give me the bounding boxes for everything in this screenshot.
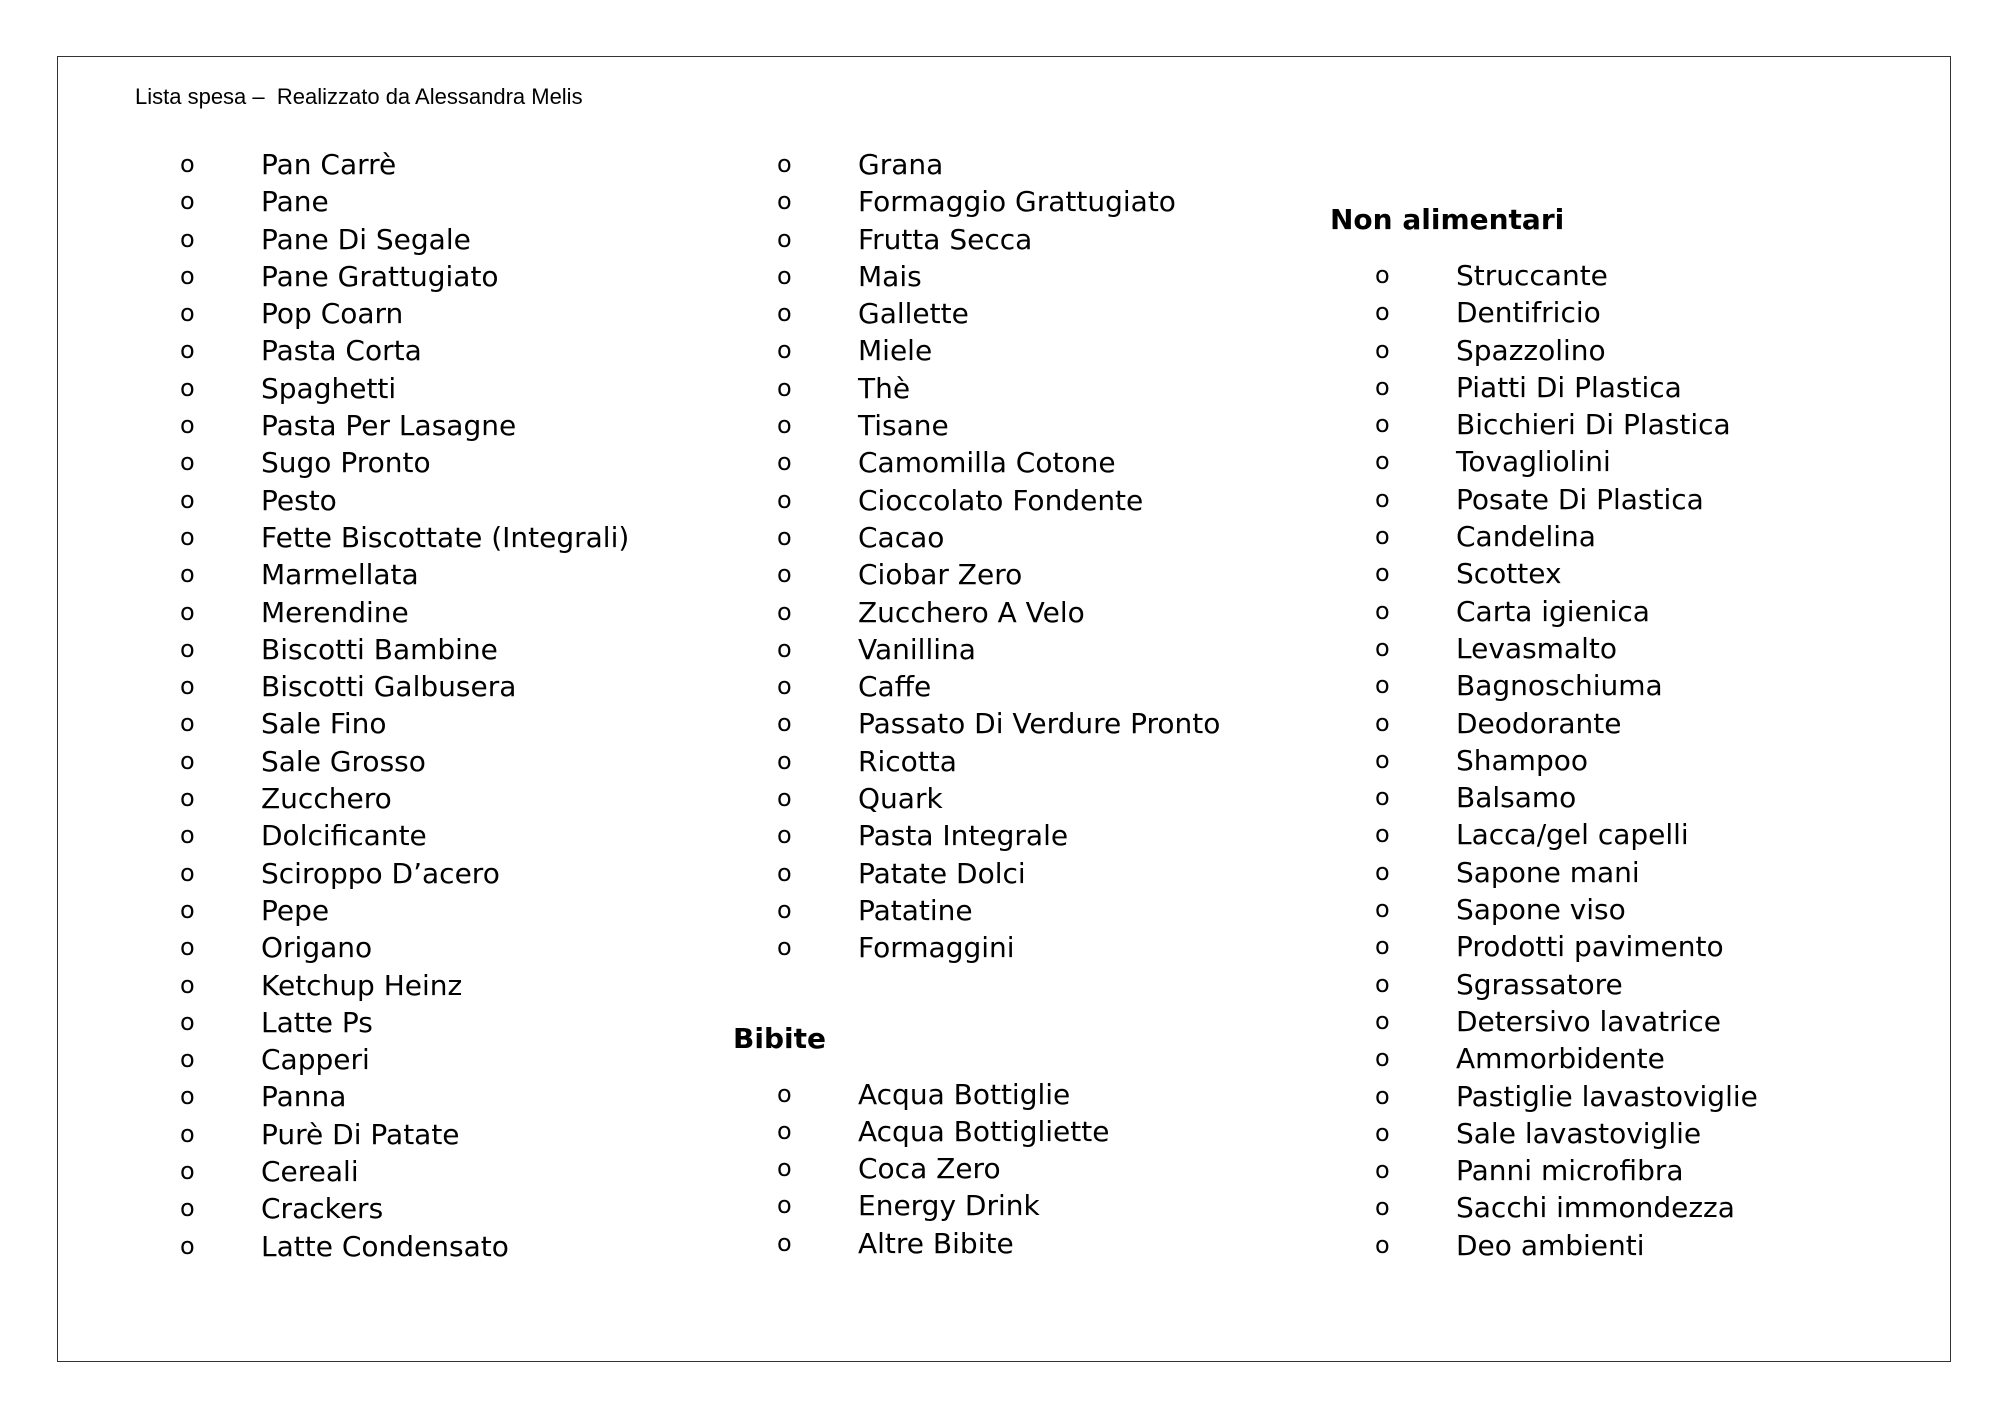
circle-bullet-icon: o [1375, 932, 1390, 961]
list-item [175, 1228, 629, 1265]
list-item-text: Latte Condensato [261, 1229, 509, 1263]
list-item [1370, 630, 1758, 667]
list-item-text: Deodorante [1456, 706, 1622, 740]
circle-bullet-icon: o [777, 1079, 792, 1108]
circle-bullet-icon: o [1375, 969, 1390, 998]
list-item-text: Zucchero [261, 782, 392, 816]
list-item-text: Carta igienica [1456, 594, 1650, 628]
circle-bullet-icon: o [180, 261, 195, 290]
list-item-text: Detersivo lavatrice [1456, 1004, 1722, 1038]
list-item-text: Merendine [261, 595, 409, 629]
list-item-text: Sapone viso [1456, 893, 1626, 927]
list-item-text: Pasta Corta [261, 334, 422, 368]
list-item-text: Tovagliolini [1456, 445, 1611, 479]
circle-bullet-icon: o [180, 1157, 195, 1186]
list-item [175, 1078, 629, 1115]
list-item-text: Zucchero A Velo [858, 595, 1085, 629]
circle-bullet-icon: o [777, 1154, 792, 1183]
list-item [772, 183, 1220, 220]
circle-bullet-icon: o [1375, 410, 1390, 439]
list-item [1370, 369, 1758, 406]
list-item-text: Cacao [858, 520, 945, 554]
column-non-food [1330, 146, 1758, 1264]
list-item-text: Piatti Di Plastica [1456, 370, 1682, 404]
bibite-list [772, 1076, 1220, 1262]
list-item-text: Bicchieri Di Plastica [1456, 408, 1731, 442]
list-item [175, 668, 629, 705]
circle-bullet-icon: o [1375, 261, 1390, 289]
circle-bullet-icon: o [777, 821, 792, 850]
list-item [1370, 1115, 1758, 1152]
circle-bullet-icon: o [777, 746, 792, 775]
circle-bullet-icon: o [180, 1231, 195, 1260]
list-item-text: Pasta Per Lasagne [261, 409, 517, 443]
circle-bullet-icon: o [777, 187, 792, 216]
list-item [175, 1004, 629, 1041]
circle-bullet-icon: o [1375, 857, 1390, 886]
list-item-text: Shampoo [1456, 743, 1588, 777]
list-item [1370, 816, 1758, 853]
list-item-text: Posate Di Plastica [1456, 482, 1704, 516]
list-item-text: Pane Grattugiato [261, 259, 499, 293]
circle-bullet-icon: o [777, 261, 792, 290]
list-item-text: Capperi [261, 1043, 370, 1077]
list-item [175, 407, 629, 444]
list-item [175, 1153, 629, 1190]
list-item [772, 295, 1220, 332]
list-item-text: Frutta Secca [858, 222, 1033, 256]
circle-bullet-icon: o [777, 560, 792, 589]
circle-bullet-icon: o [180, 411, 195, 440]
non-alimentari-list [1370, 257, 1758, 1264]
list-item [175, 370, 629, 407]
list-item [175, 482, 629, 519]
list-item [772, 743, 1220, 780]
circle-bullet-icon: o [777, 1116, 792, 1145]
circle-bullet-icon: o [777, 448, 792, 477]
list-item-text: Grana [858, 148, 944, 181]
list-item-text: Gallette [858, 297, 969, 331]
list-item-text: Cioccolato Fondente [858, 483, 1144, 517]
circle-bullet-icon: o [180, 746, 195, 775]
list-item-text: Ketchup Heinz [261, 968, 463, 1002]
list-item-text: Patatine [858, 893, 973, 927]
list-item-text: Formaggini [858, 931, 1015, 965]
list-item-text: Scottex [1456, 557, 1562, 591]
list-item [772, 1076, 1220, 1113]
circle-bullet-icon: o [777, 634, 792, 663]
list-item-text: Passato Di Verdure Pronto [858, 707, 1221, 741]
list-item [175, 258, 629, 295]
circle-bullet-icon: o [777, 672, 792, 701]
list-item-text: Panni microfibra [1456, 1154, 1684, 1188]
list-item-text: Candelina [1456, 520, 1596, 554]
list-item [772, 892, 1220, 929]
list-item-text: Biscotti Bambine [261, 632, 498, 666]
circle-bullet-icon: o [180, 485, 195, 514]
list-item-text: Balsamo [1456, 781, 1577, 815]
list-item-text: Struccante [1456, 259, 1608, 292]
list-item [175, 444, 629, 481]
list-item [1370, 406, 1758, 443]
list-item [175, 967, 629, 1004]
list-item [1370, 779, 1758, 816]
circle-bullet-icon: o [777, 709, 792, 738]
column-food-1 [175, 146, 629, 1265]
circle-bullet-icon: o [1375, 1193, 1390, 1222]
list-item [1370, 1040, 1758, 1077]
circle-bullet-icon: o [1375, 298, 1390, 327]
list-item [772, 519, 1220, 556]
section-title-non-alimentari: Non alimentari [1330, 203, 1565, 236]
list-item [1370, 667, 1758, 704]
circle-bullet-icon: o [1375, 783, 1390, 812]
circle-bullet-icon: o [180, 224, 195, 253]
list-item [175, 780, 629, 817]
circle-bullet-icon: o [180, 1194, 195, 1223]
list-item-text: Origano [261, 931, 373, 965]
list-item [772, 258, 1220, 295]
list-item [175, 855, 629, 892]
circle-bullet-icon: o [777, 336, 792, 365]
list-item [772, 482, 1220, 519]
food-list-2 [772, 146, 1220, 967]
list-item [1370, 332, 1758, 369]
circle-bullet-icon: o [1375, 1044, 1390, 1073]
circle-bullet-icon: o [180, 1082, 195, 1111]
list-item [175, 743, 629, 780]
circle-bullet-icon: o [180, 1119, 195, 1148]
list-item-text: Crackers [261, 1192, 384, 1226]
list-item [1370, 742, 1758, 779]
list-item [1370, 294, 1758, 331]
list-item-text: Lacca/gel capelli [1456, 818, 1689, 852]
circle-bullet-icon: o [1375, 484, 1390, 513]
circle-bullet-icon: o [1375, 745, 1390, 774]
list-item [772, 332, 1220, 369]
circle-bullet-icon: o [777, 150, 792, 178]
circle-bullet-icon: o [777, 895, 792, 924]
circle-bullet-icon: o [180, 522, 195, 551]
circle-bullet-icon: o [180, 373, 195, 402]
circle-bullet-icon: o [1375, 1081, 1390, 1110]
circle-bullet-icon: o [180, 970, 195, 999]
list-item [1370, 705, 1758, 742]
list-item [175, 295, 629, 332]
circle-bullet-icon: o [777, 522, 792, 551]
circle-bullet-icon: o [777, 411, 792, 440]
circle-bullet-icon: o [180, 895, 195, 924]
list-item [772, 855, 1220, 892]
list-item [1370, 928, 1758, 965]
list-item-text: Deo ambienti [1456, 1228, 1645, 1262]
list-item [772, 929, 1220, 966]
list-item-text: Ciobar Zero [858, 558, 1023, 592]
list-item-text: Sale Fino [261, 707, 387, 741]
list-item-text: Biscotti Galbusera [261, 670, 517, 704]
list-item-text: Sale lavastoviglie [1456, 1116, 1702, 1150]
column-food-2 [733, 146, 1221, 1262]
list-item-text: Sugo Pronto [261, 446, 431, 480]
list-item [772, 556, 1220, 593]
circle-bullet-icon: o [180, 448, 195, 477]
list-item-text: Patate Dolci [858, 856, 1026, 890]
list-item [175, 556, 629, 593]
list-item-text: Sacchi immondezza [1456, 1191, 1735, 1225]
circle-bullet-icon: o [1375, 1156, 1390, 1185]
list-item [175, 631, 629, 668]
circle-bullet-icon: o [180, 709, 195, 738]
list-item-text: Pesto [261, 483, 337, 517]
list-item [1370, 1078, 1758, 1115]
list-item-text: Pepe [261, 893, 330, 927]
circle-bullet-icon: o [180, 336, 195, 365]
circle-bullet-icon: o [1375, 372, 1390, 401]
circle-bullet-icon: o [1375, 522, 1390, 551]
list-item-text: Acqua Bottigliette [858, 1114, 1110, 1148]
list-item [175, 519, 629, 556]
list-item [1370, 518, 1758, 555]
list-item-text: Pan Carrè [261, 148, 397, 181]
list-item-text: Formaggio Grattugiato [858, 185, 1176, 219]
list-item [772, 146, 1220, 183]
list-item-text: Pane Di Segale [261, 222, 471, 256]
list-item-text: Pastiglie lavastoviglie [1456, 1079, 1758, 1113]
circle-bullet-icon: o [777, 224, 792, 253]
list-item [175, 1116, 629, 1153]
list-item [772, 705, 1220, 742]
list-item [1370, 593, 1758, 630]
list-item [1370, 481, 1758, 518]
list-item-text: Ammorbidente [1456, 1042, 1665, 1076]
list-item-text: Acqua Bottiglie [858, 1077, 1071, 1111]
list-item-text: Thè [858, 371, 911, 405]
list-item-text: Altre Bibite [858, 1226, 1014, 1260]
list-item-text: Spazzolino [1456, 333, 1606, 367]
circle-bullet-icon: o [1375, 1230, 1390, 1259]
list-item [772, 594, 1220, 631]
list-item [772, 780, 1220, 817]
food-list-1 [175, 146, 629, 1265]
list-item [772, 221, 1220, 258]
list-item [772, 1150, 1220, 1187]
list-item [772, 407, 1220, 444]
list-item-text: Panna [261, 1080, 347, 1114]
list-item-text: Sapone mani [1456, 855, 1640, 889]
section-title-bibite: Bibite [733, 1021, 826, 1055]
list-item [175, 817, 629, 854]
circle-bullet-icon: o [777, 858, 792, 887]
list-item-text: Prodotti pavimento [1456, 930, 1724, 964]
circle-bullet-icon: o [180, 597, 195, 626]
list-item-text: Pasta Integrale [858, 819, 1069, 853]
list-item [1370, 1003, 1758, 1040]
circle-bullet-icon: o [1375, 633, 1390, 662]
circle-bullet-icon: o [1375, 596, 1390, 625]
list-item-text: Cereali [261, 1155, 359, 1189]
circle-bullet-icon: o [180, 821, 195, 850]
list-item [772, 370, 1220, 407]
list-item-text: Marmellata [261, 558, 419, 592]
circle-bullet-icon: o [1375, 335, 1390, 364]
list-item [772, 817, 1220, 854]
list-item [1370, 1227, 1758, 1264]
list-item [772, 1187, 1220, 1224]
list-item-text: Coca Zero [858, 1152, 1001, 1186]
circle-bullet-icon: o [180, 634, 195, 663]
circle-bullet-icon: o [777, 597, 792, 626]
circle-bullet-icon: o [1375, 820, 1390, 849]
list-item-text: Caffe [858, 670, 932, 704]
circle-bullet-icon: o [1375, 708, 1390, 737]
circle-bullet-icon: o [1375, 1118, 1390, 1147]
circle-bullet-icon: o [180, 1007, 195, 1036]
circle-bullet-icon: o [777, 485, 792, 514]
circle-bullet-icon: o [180, 560, 195, 589]
list-item-text: Miele [858, 334, 933, 368]
list-item [1370, 1189, 1758, 1226]
circle-bullet-icon: o [180, 933, 195, 962]
list-item [175, 332, 629, 369]
list-item [1370, 1152, 1758, 1189]
circle-bullet-icon: o [777, 933, 792, 962]
circle-bullet-icon: o [180, 784, 195, 813]
list-item [1370, 443, 1758, 480]
list-item [175, 221, 629, 258]
circle-bullet-icon: o [180, 299, 195, 328]
list-item [175, 929, 629, 966]
list-item [772, 668, 1220, 705]
circle-bullet-icon: o [180, 150, 195, 178]
list-item-text: Energy Drink [858, 1189, 1040, 1223]
list-item [175, 1190, 629, 1227]
circle-bullet-icon: o [1375, 671, 1390, 700]
circle-bullet-icon: o [777, 373, 792, 402]
list-item-text: Purè Di Patate [261, 1117, 460, 1151]
list-item [175, 892, 629, 929]
list-item [772, 631, 1220, 668]
circle-bullet-icon: o [180, 858, 195, 887]
list-item [175, 705, 629, 742]
list-item-text: Camomilla Cotone [858, 446, 1116, 480]
circle-bullet-icon: o [1375, 559, 1390, 588]
list-item [175, 146, 629, 183]
list-item [772, 1113, 1220, 1150]
list-item-text: Ricotta [858, 744, 957, 778]
list-item-text: Pop Coarn [261, 297, 404, 331]
list-item-text: Bagnoschiuma [1456, 669, 1663, 703]
circle-bullet-icon: o [777, 784, 792, 813]
list-item-text: Sale Grosso [261, 744, 426, 778]
list-item [772, 1225, 1220, 1262]
circle-bullet-icon: o [777, 1191, 792, 1220]
list-item [1370, 257, 1758, 294]
list-item-text: Mais [858, 259, 922, 293]
circle-bullet-icon: o [180, 672, 195, 701]
list-item-text: Dentifricio [1456, 296, 1601, 330]
circle-bullet-icon: o [1375, 895, 1390, 924]
list-item-text: Fette Biscottate (Integrali) [261, 520, 630, 554]
list-item [1370, 966, 1758, 1003]
list-item-text: Sgrassatore [1456, 967, 1623, 1001]
circle-bullet-icon: o [1375, 447, 1390, 476]
list-item [175, 1041, 629, 1078]
list-item-text: Levasmalto [1456, 631, 1617, 665]
list-item [1370, 891, 1758, 928]
list-item [772, 444, 1220, 481]
circle-bullet-icon: o [777, 1228, 792, 1257]
list-item [1370, 555, 1758, 592]
list-item [175, 594, 629, 631]
list-item-text: Spaghetti [261, 371, 397, 405]
list-item-text: Tisane [858, 409, 949, 443]
document-header: Lista spesa – Realizzato da Alessandra Melis [135, 84, 583, 109]
circle-bullet-icon: o [777, 299, 792, 328]
circle-bullet-icon: o [180, 187, 195, 216]
list-item [1370, 854, 1758, 891]
list-item-text: Sciroppo D’acero [261, 856, 500, 890]
circle-bullet-icon: o [180, 1045, 195, 1074]
list-item-text: Vanillina [858, 632, 976, 666]
list-item [175, 183, 629, 220]
circle-bullet-icon: o [1375, 1006, 1390, 1035]
list-item-text: Pane [261, 185, 329, 219]
list-item-text: Latte Ps [261, 1005, 373, 1039]
list-item-text: Quark [858, 782, 943, 816]
list-item-text: Dolcificante [261, 819, 427, 853]
